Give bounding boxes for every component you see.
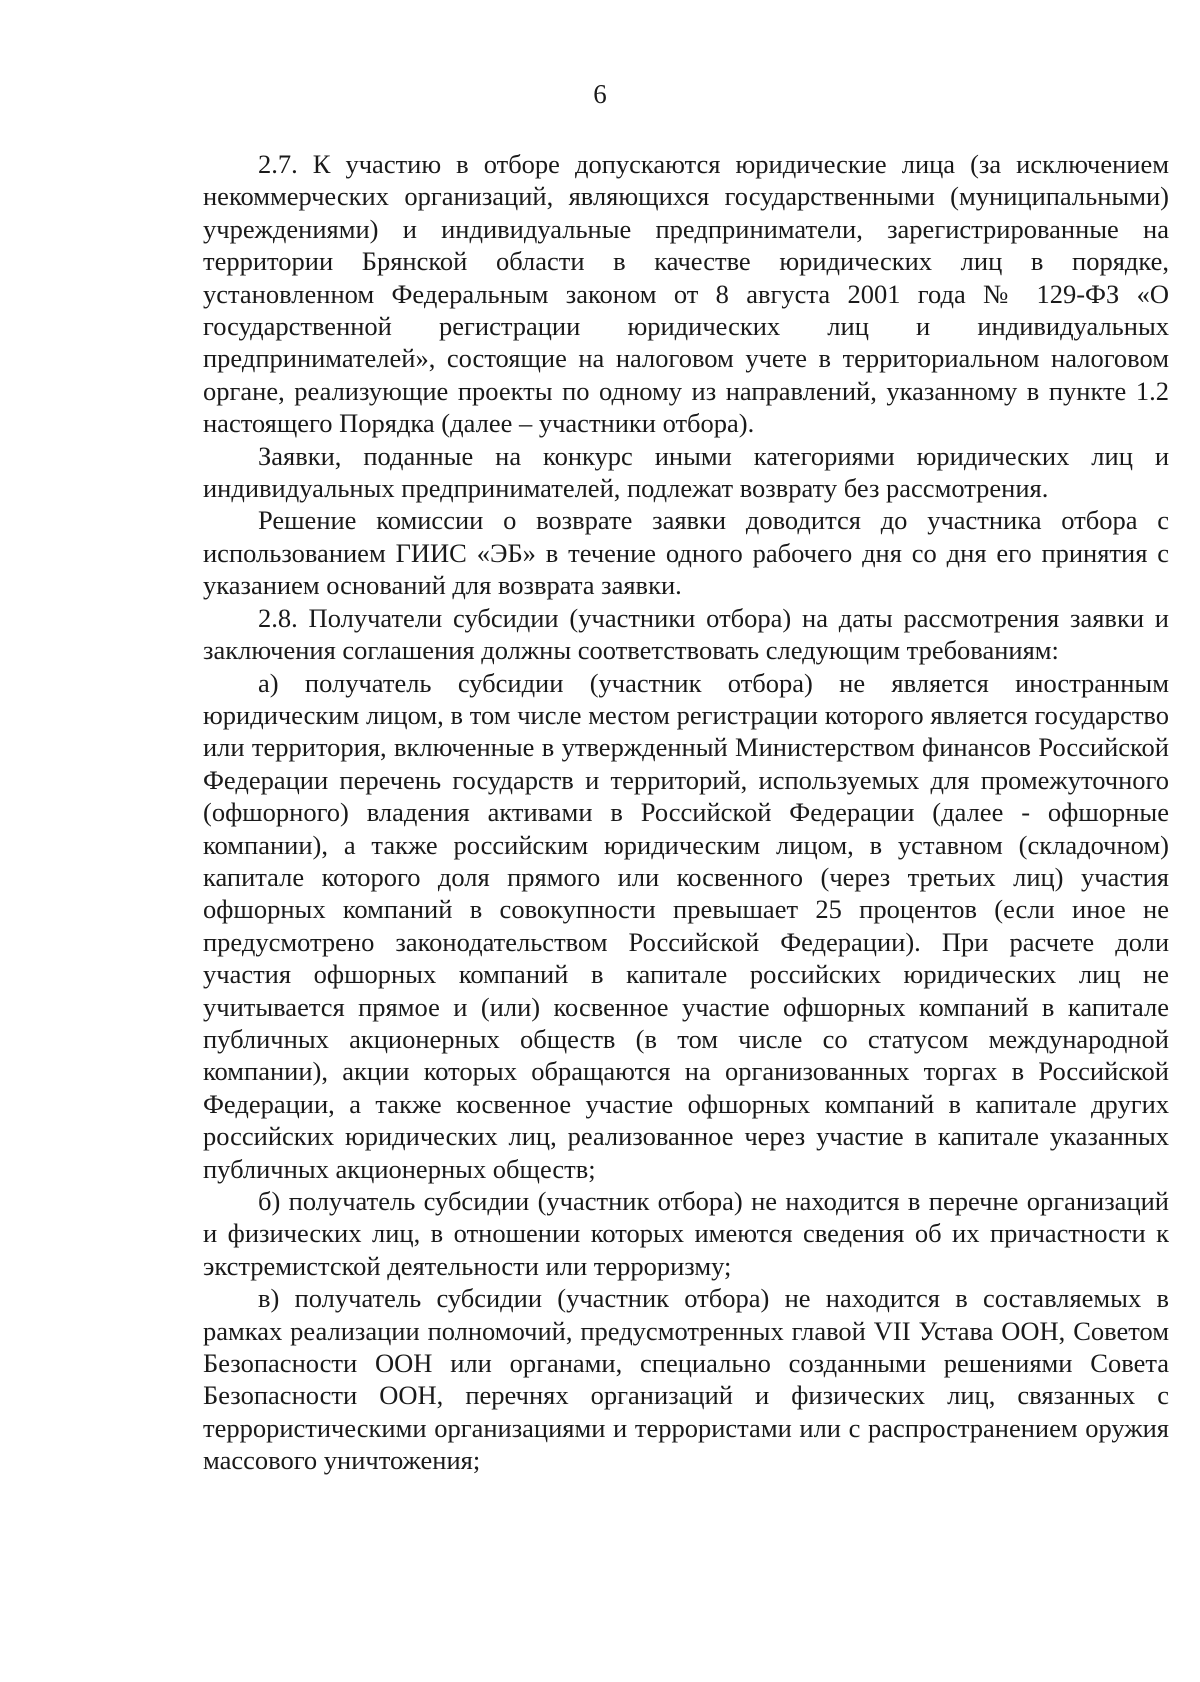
paragraph-applications-returned: Заявки, поданные на конкурс иными категориями юридических лиц и индивидуальных предпринимателей, подлежат возврату без рассмотрения. bbox=[203, 440, 1169, 504]
paragraph-commission-decision: Решение комиссии о возврате заявки доводится до участника отбора с использованием ГИИС «ЭБ» в течение одного рабочего дня со дня его принятия с указанием оснований для возврата заявки. bbox=[203, 505, 1169, 601]
paragraph-requirement-b: б) получатель субсидии (участник отбора) не находится в перечне организаций и физических лиц, в отношении которых имеются сведения об их причастности к экстремистской деятельности или терроризму; bbox=[203, 1186, 1169, 1281]
paragraph-requirement-v: в) получатель субсидии (участник отбора) не находится в составляемых в рамках реализации полномочий, предусмотренных главой VII Устава ООН, Советом Безопасности ООН или органами, специально созданными решениями Совета Безопасности ООН, перечнях организаций и физических лиц, связанных с террористическими организациями и террористами или с распространением оружия массового уничтожения; bbox=[203, 1283, 1169, 1476]
paragraph-2-7: 2.7. К участию в отборе допускаются юридические лица (за исключением некоммерческих организаций, являющихся государственными (муниципальными) учреждениями) и индивидуальные предприниматели, зарегистрированные на территории Брянской области в качестве юридических лиц в порядке, установленном Федеральным законом от 8 августа 2001 года № 129-ФЗ «О государственной регистрации юридических лиц и индивидуальных предпринимателей», состоящие на налоговом учете в территориальном налоговом органе, реализующие проекты по одному из направлений, указанному в пункте 1.2 настоящего Порядка (далее – участники отбора). bbox=[203, 149, 1169, 439]
paragraph-2-8: 2.8. Получатели субсидии (участники отбора) на даты рассмотрения заявки и заключения соглашения должны соответствовать следующим требованиям: bbox=[203, 602, 1169, 666]
page-number: 6 bbox=[593, 79, 607, 109]
paragraph-requirement-a: а) получатель субсидии (участник отбора) не является иностранным юридическим лицом, в том числе местом регистрации которого является государство или территория, включенные в утвержденный Министерством финансов Российской Федерации перечень государств и территорий, используемых для промежуточного (офшорного) владения активами в Российской Федерации (далее - офшорные компании), а также российским юридическим лицом, в уставном (складочном) капитале которого доля прямого или косвенного (через третьих лиц) участия офшорных компаний в совокупности превышает 25 процентов (если иное не предусмотрено законодательством Российской Федерации). При расчете доли участия офшорных компаний в капитале российских юридических лиц не учитывается прямое и (или) косвенное участие офшорных компаний в капитале публичных акционерных обществ (в том числе со статусом международной компании), акции которых обращаются на организованных торгах в Российской Федерации, а также косвенное участие офшорных компаний в капитале других российских юридических лиц, реализованное через участие в капитале указанных публичных акционерных обществ; bbox=[203, 667, 1169, 1184]
document-body bbox=[203, 148, 1169, 1477]
